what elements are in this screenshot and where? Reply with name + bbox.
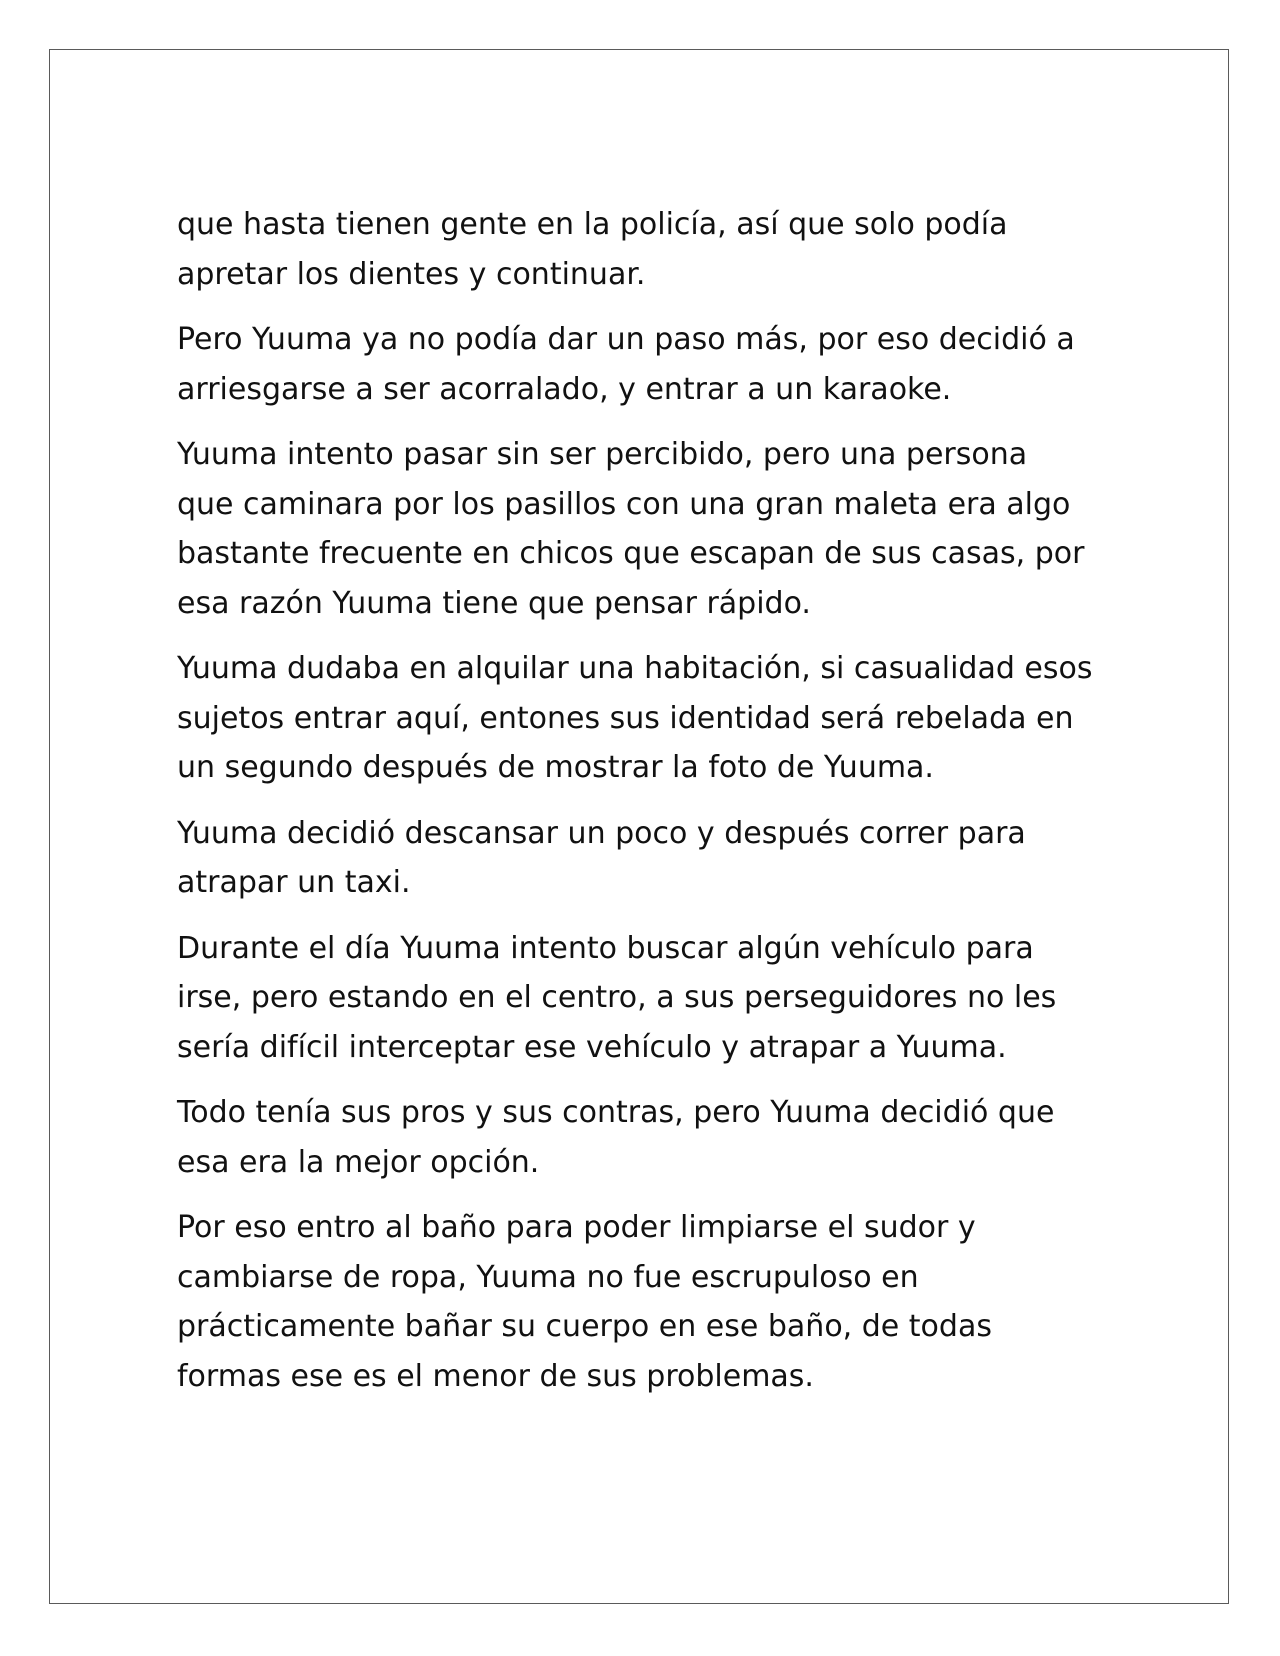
paragraph bbox=[177, 1088, 1117, 1187]
text-line: Todo tenía sus pros y sus contras, pero Yuuma decidió que bbox=[177, 1095, 1055, 1130]
text-line: Yuuma intento pasar sin ser percibido, pero una persona bbox=[177, 437, 1028, 472]
text-line: apretar los dientes y continuar. bbox=[177, 256, 646, 292]
paragraph bbox=[177, 430, 1117, 628]
text-line: Yuuma decidió descansar un poco y después correr para bbox=[177, 815, 1026, 851]
paragraph bbox=[177, 200, 1117, 299]
text-line: irse, pero estando en el centro, a sus perseguidores no les bbox=[177, 980, 1057, 1015]
text-line: sujetos entrar aquí, entones sus identidad será rebelada en bbox=[177, 700, 1074, 736]
paragraph bbox=[177, 644, 1117, 793]
text-line: prácticamente bañar su cuerpo en ese baño, de todas bbox=[177, 1309, 992, 1344]
text-line: atrapar un taxi. bbox=[177, 865, 411, 900]
text-line: esa razón Yuuma tiene que pensar rápido. bbox=[177, 585, 811, 621]
text-line: Pero Yuuma ya no podía dar un paso más, por eso decidió a bbox=[177, 322, 1075, 357]
page-body-text bbox=[177, 200, 1117, 1417]
paragraph bbox=[177, 315, 1117, 414]
text-line: que caminara por los pasillos con una gran maleta era algo bbox=[177, 486, 1071, 522]
text-line: Por eso entro al baño para poder limpiarse el sudor y bbox=[177, 1210, 976, 1245]
text-line: que hasta tienen gente en la policía, así que solo podía bbox=[177, 207, 1008, 242]
paragraph bbox=[177, 809, 1117, 908]
text-line: un segundo después de mostrar la foto de Yuuma. bbox=[177, 750, 934, 785]
paragraph bbox=[177, 1203, 1117, 1401]
text-line: esa era la mejor opción. bbox=[177, 1144, 540, 1180]
text-line: sería difícil interceptar ese vehículo y atrapar a Yuuma. bbox=[177, 1029, 1007, 1065]
text-line: arriesgarse a ser acorralado, y entrar a un karaoke. bbox=[177, 371, 952, 407]
text-line: formas ese es el menor de sus problemas. bbox=[177, 1358, 814, 1394]
text-line: Durante el día Yuuma intento buscar algún vehículo para bbox=[177, 930, 1034, 966]
text-line: Yuuma dudaba en alquilar una habitación, si casualidad esos bbox=[177, 651, 1093, 686]
paragraph bbox=[177, 924, 1117, 1073]
text-line: cambiarse de ropa, Yuuma no fue escrupuloso en bbox=[177, 1259, 919, 1295]
document-page bbox=[49, 49, 1229, 1604]
text-line: bastante frecuente en chicos que escapan de sus casas, por bbox=[177, 536, 1085, 571]
